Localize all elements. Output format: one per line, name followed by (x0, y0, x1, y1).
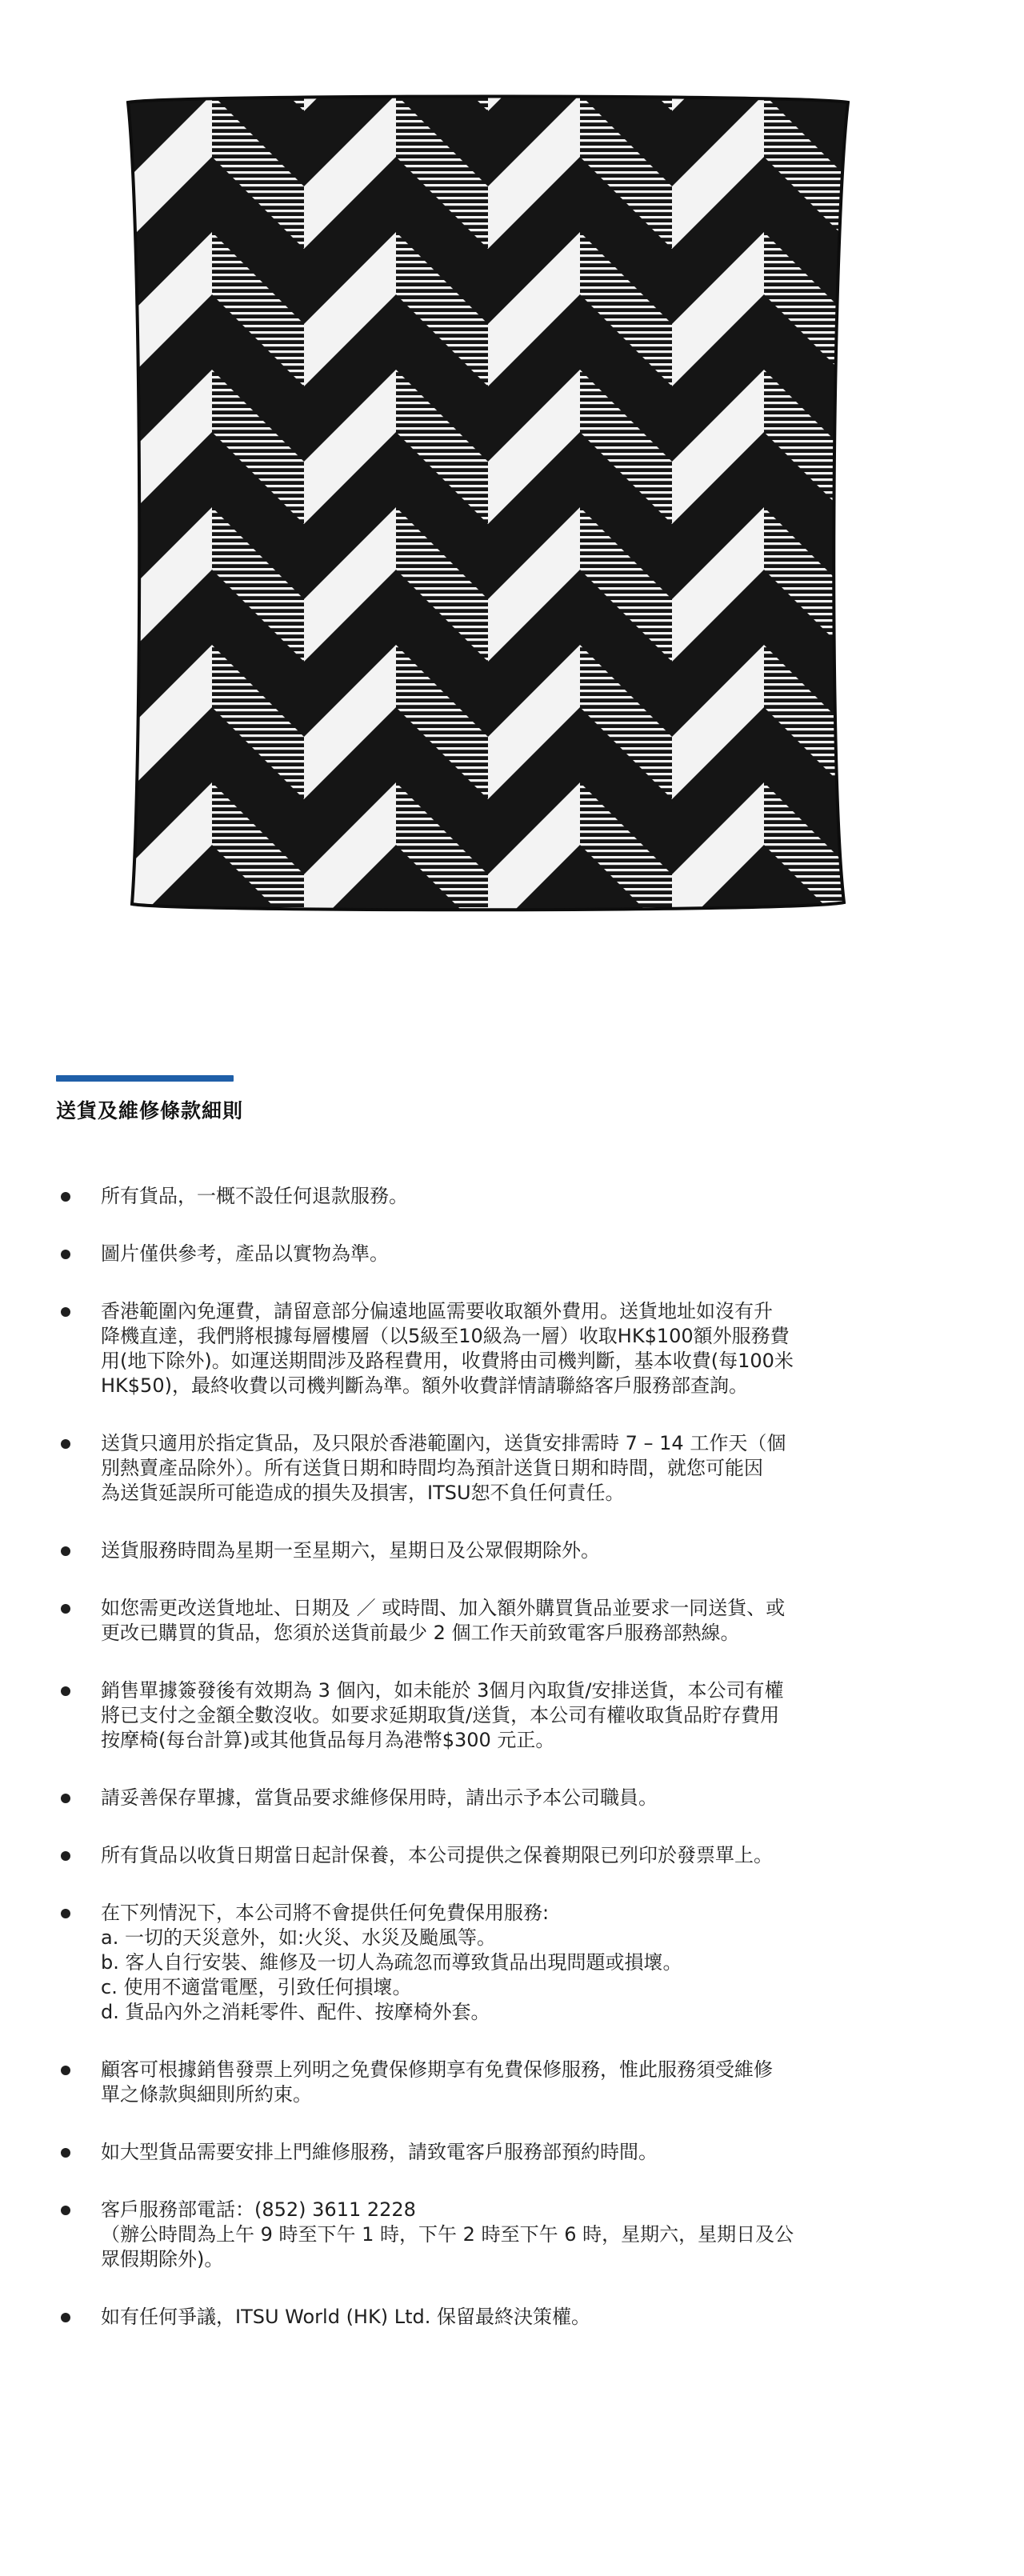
bullet-icon (61, 1794, 70, 1803)
terms-item-line: d. 貨品內外之消耗零件、配件、按摩椅外套。 (101, 2001, 490, 2023)
terms-item-line: 單之條款與細則所約束。 (101, 2083, 312, 2106)
terms-item (56, 1431, 952, 1506)
terms-item (56, 1299, 952, 1398)
terms-item-line: 如您需更改送貨地址、日期及 ／ 或時間、加入額外購買貨品並要求一同送貨、或 (101, 1597, 786, 1619)
bullet-icon (61, 1250, 70, 1259)
terms-item-line: 降機直達，我們將根據每層樓層（以5級至10級為一層）收取HK$100額外服務費 (101, 1325, 790, 1347)
terms-item-line: 客戶服務部電話：(852) 3611 2228 (101, 2198, 416, 2221)
terms-item-line: 所有貨品以收貨日期當日起計保養，本公司提供之保養期限已列印於發票單上。 (101, 1844, 773, 1866)
terms-item-line: HK$50)，最終收費以司機判斷為準。額外收費詳情請聯絡客戶服務部查詢。 (101, 1374, 748, 1397)
bullet-icon (61, 1604, 70, 1614)
bullet-icon (61, 1192, 70, 1202)
terms-item (56, 2198, 952, 2272)
terms-item-line: 在下列情況下，本公司將不會提供任何免費保用服務: (101, 1902, 550, 1924)
terms-item-line: 如有任何爭議，ITSU World (HK) Ltd. 保留最終決策權。 (101, 2306, 590, 2328)
title-accent-bar (56, 1075, 234, 1082)
section-title: 送貨及維修條款細則 (56, 1099, 244, 1122)
bullet-icon (61, 1546, 70, 1556)
terms-item (56, 1242, 952, 1266)
terms-item (56, 1678, 952, 1753)
terms-item-line: a. 一切的天災意外，如:火災、水災及颱風等。 (101, 1926, 497, 1949)
bullet-icon (61, 2313, 70, 2322)
terms-item-line: 送貨只適用於指定貨品，及只限於香港範圍內，送貨安排需時 7 – 14 工作天（個 (101, 1432, 786, 1454)
terms-item (56, 2305, 952, 2330)
bullet-icon (61, 1439, 70, 1449)
terms-item-line: 用(地下除外)。如運送期間涉及路程費用，收費將由司機判斷，基本收費(每100米 (101, 1350, 794, 1372)
bullet-icon (61, 2206, 70, 2215)
terms-item (56, 1184, 952, 1209)
terms-item (56, 1786, 952, 1810)
bullet-icon (61, 1909, 70, 1918)
terms-item-line: 送貨服務時間為星期一至星期六，星期日及公眾假期除外。 (101, 1539, 600, 1562)
terms-item-line: 別熱賣產品除外）。所有送貨日期和時間均為預計送貨日期和時間，就您可能因 (101, 1457, 763, 1479)
terms-item-line: 香港範圍內免運費，請留意部分偏遠地區需要收取額外費用。送貨地址如沒有升 (101, 1300, 773, 1322)
terms-item-line: 眾假期除外)。 (101, 2248, 224, 2270)
terms-item (56, 2140, 952, 2165)
terms-item-line: 請妥善保存單據，當貨品要求維修保用時，請出示予本公司職員。 (101, 1786, 658, 1809)
terms-item-line: 圖片僅供參考，產品以實物為準。 (101, 1242, 389, 1265)
product-image (120, 94, 856, 912)
terms-item (56, 1901, 952, 2025)
terms-item-line: b. 客人自行安裝、維修及一切人為疏忽而導致貨品出現問題或損壞。 (101, 1951, 682, 1974)
terms-item-line: 所有貨品，一概不設任何退款服務。 (101, 1185, 408, 1207)
bullet-icon (61, 2066, 70, 2075)
terms-item-line: 銷售單據簽發後有效期為 3 個內，如未能於 3個月內取貨/安排送貨，本公司有權 (101, 1679, 784, 1702)
terms-item (56, 1843, 952, 1868)
bullet-icon (61, 1851, 70, 1861)
terms-item-line: 如大型貨品需要安排上門維修服務，請致電客戶服務部預約時間。 (101, 2141, 658, 2163)
terms-item-line: 更改已購買的貨品，您須於送貨前最少 2 個工作天前致電客戶服務部熱線。 (101, 1622, 740, 1644)
terms-section (56, 1075, 952, 2362)
terms-item-line: （辦公時間為上午 9 時至下午 1 時，下午 2 時至下午 6 時，星期六，星期日及公 (101, 2223, 794, 2246)
chevron-pillow-icon (120, 94, 856, 912)
terms-item (56, 1538, 952, 1563)
terms-item-line: 為送貨延誤所可能造成的損失及損害，ITSU恕不負任何責任。 (101, 1482, 625, 1504)
terms-item (56, 1596, 952, 1646)
terms-item-line: 顧客可根據銷售發票上列明之免費保修期享有免費保修服務，惟此服務須受維修 (101, 2058, 773, 2081)
bullet-icon (61, 1307, 70, 1317)
terms-item-line: 按摩椅(每台計算)或其他貨品每月為港幣$300 元正。 (101, 1729, 555, 1751)
terms-item-line: 將已支付之金額全數沒收。如要求延期取貨/送貨，本公司有權收取貨品貯存費用 (101, 1704, 780, 1726)
terms-item-line: c. 使用不適當電壓，引致任何損壞。 (101, 1976, 412, 1998)
terms-item (56, 2058, 952, 2107)
bullet-icon (61, 2148, 70, 2158)
terms-list (56, 1184, 952, 2330)
bullet-icon (61, 1686, 70, 1696)
